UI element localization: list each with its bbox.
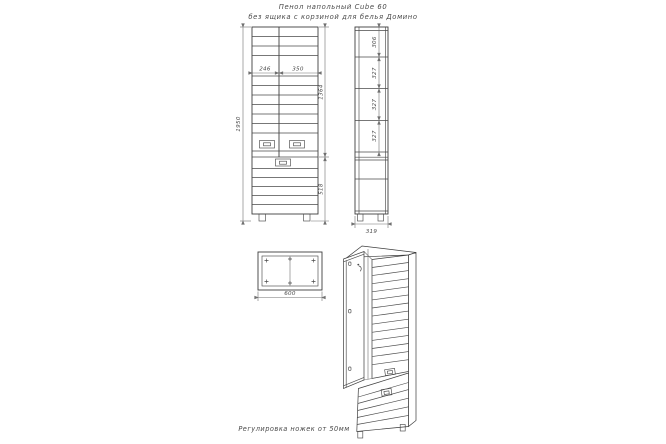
front-view	[236, 27, 329, 221]
cabinet-side-face	[409, 253, 417, 427]
side-feet	[358, 214, 384, 221]
front-feet	[259, 214, 310, 221]
foot	[259, 214, 266, 221]
dim-width: 600	[284, 291, 296, 297]
foot	[304, 214, 311, 221]
cabinet-interior	[364, 249, 372, 380]
top-view	[258, 252, 322, 301]
dim-top-section: 306	[372, 36, 378, 48]
foot	[358, 214, 364, 221]
footnote: Регулировка ножек от 50мм	[238, 425, 350, 433]
dim-section-3: 327	[372, 98, 378, 111]
dim-upper-section: 1364	[318, 84, 325, 100]
foot	[358, 432, 363, 439]
dim-section-2: 327	[372, 67, 378, 79]
lower-drawer-face	[357, 373, 409, 432]
dim-overall-height: 1950	[236, 116, 242, 132]
drawing-title	[248, 3, 417, 21]
dim-right-door-width: 350	[292, 66, 304, 73]
slatted-door-face	[372, 255, 409, 379]
dim-lower-section: 518	[318, 183, 325, 195]
open-door	[344, 252, 365, 389]
top-width-dimension	[258, 291, 322, 301]
title-line-1: Пенол напольный Cube 60	[278, 3, 388, 11]
dim-depth: 319	[365, 229, 378, 235]
front-height-dimension	[236, 27, 251, 221]
dim-left-door-width: 246	[259, 66, 271, 73]
perspective-view	[344, 246, 417, 438]
title-line-2: без ящика с корзиной для белья Домино	[248, 13, 418, 21]
dim-section-4: 327	[372, 130, 378, 142]
front-body	[252, 27, 318, 214]
side-depth-dimension	[355, 216, 388, 235]
foot	[378, 214, 384, 221]
side-view	[355, 27, 388, 235]
